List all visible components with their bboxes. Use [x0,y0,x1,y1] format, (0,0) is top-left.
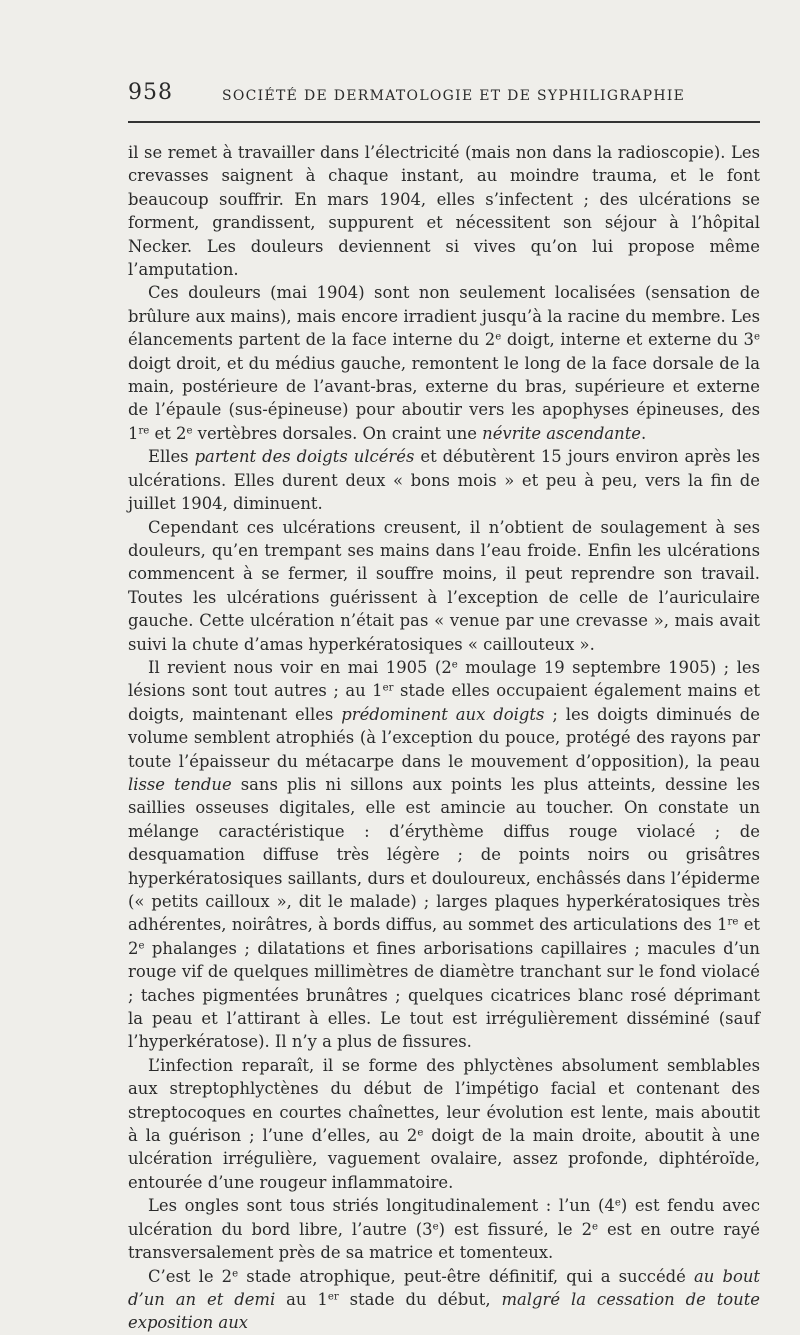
superscript: re [727,916,739,928]
text-run: ) est fendu avec ulcération du bord libre, l’autre (3 [128,1196,760,1239]
text-run: Ces douleurs (mai 1904) sont non seulement localisées (sensation de brûlure aux mains), mais encore irradient jusqu’à la racine du membre. Les élancements partent de la face interne du 2 [128,283,760,350]
superscript: e [614,1197,621,1209]
text-run: ; les doigts diminués de volume semblent atrophiés (à l’exception du pouce, protégé des rayons par toute l’épaisseur du métacarpe dans le mouvement d’opposition), la peau [128,704,760,771]
text-run: phalanges ; dilatations et fines arborisations capillaires ; macules d’un rouge vif de quelques millimètres de diamètre tranchant sur le fond violacé ; taches pigmentées brunâtres ; quelques cicatrices blanc rosé déprimant la peau et l’attirant à elles. Le tout est irrégulièrement disséminé (sauf l’hyperkératose). Il n’y a plus de fissures. [128,938,760,1052]
text-run: C’est le 2 [148,1266,233,1286]
text-run: doigt de la main droite, aboutit à une ulcération irrégulière, vaguement ovalaire, assez profonde, diphtéroïde, entourée d’une rougeur inflammatoire. [128,1126,760,1192]
superscript: e [451,659,458,671]
text-run: est en outre rayé transversalement près de sa matrice et tomenteux. [128,1219,760,1263]
italic-text: au bout d’un an et demi [128,1266,760,1309]
italic-text: prédominent aux doigts [341,704,545,724]
superscript: e [592,1221,599,1233]
text-run: Il revient nous voir en mai 1905 (2 [148,657,452,677]
paragraph [128,516,760,656]
text-run: doigt, interne et externe du 3 [501,330,754,350]
text-run: L’infection reparaît, il se forme des phlyctènes absolument semblables aux streptophlyctènes du début de l’impétigo facial et contenant des streptocoques en courtes chaînettes, leur évolution est lente, mais aboutit à la guérison ; l’une d’elles, au 2 [128,1055,760,1146]
text-run: stade du début, [338,1289,502,1309]
superscript: er [327,1291,339,1303]
page-header [128,80,758,114]
italic-text: partent des doigts ulcérés [194,447,415,467]
superscript: re [138,425,150,437]
text-run: . [641,423,647,443]
paragraph [128,1194,760,1264]
italic-text: malgré la cessation de toute exposition aux [128,1289,760,1333]
text-run: moulage 19 septembre 1905) ; les lésions sont tout autres ; au 1 [128,657,761,701]
text-run: doigt droit, et du médius gauche, remontent le long de la face dorsale de la main, postérieure de l’avant-bras, externe du bras, supérieure et externe de l’épaule (sus-épineuse) pour aboutir vers les apophyses épineuses, des 1 [128,353,760,443]
text-run: vertèbres dorsales. On craint une [192,423,483,443]
text-run: au 1 [275,1289,328,1309]
superscript: e [417,1127,424,1139]
paragraph [128,1054,760,1194]
italic-text: névrite ascendante [482,423,641,443]
header-rule [128,121,760,123]
superscript: er [382,682,394,694]
text-run: Les ongles sont tous striés longitudinalement : l’un (4 [148,1196,615,1216]
paragraph [128,281,760,445]
text-run: Elles [148,447,195,467]
superscript: e [138,940,145,952]
italic-text: lisse tendue [128,774,232,794]
text-run: et débutèrent 15 jours environ après les ulcérations. Elles durent deux « bons mois » et peu à peu, vers la fin de juillet 1904, diminuent. [128,447,761,514]
body-text [128,141,760,1335]
page-number: 958 [128,80,173,105]
text-run: ) est fissuré, le 2 [438,1219,592,1239]
text-run: stade elles occupaient également mains et doigts, maintenant elles [128,681,760,724]
paragraph [128,141,760,281]
running-title: SOCIÉTÉ DE DERMATOLOGIE ET DE SYPHILIGRAPHIE [222,88,686,104]
paragraph [128,656,760,1054]
text-run: et 2 [128,915,761,958]
text-run: Cependant ces ulcérations creusent, il n’obtient de soulagement à ses douleurs, qu’en trempant ses mains dans l’eau froide. Enfin les ulcérations commencent à se fermer, il souffre moins, il peut reprendre son travail. Toutes les ulcérations guérissent à l’exception de celle de l’auriculaire gauche. Cette ulcération n’était pas « venue par une crevasse », mais avait suivi la chute d’amas hyperkératosiques « caillouteux ». [128,517,760,654]
superscript: e [432,1221,439,1233]
paragraph [128,445,760,515]
superscript: e [232,1267,239,1279]
text-run: il se remet à travailler dans l’électricité (mais non dans la radioscopie). Les crevasses saignent à chaque instant, au moindre trauma, et le font beaucoup souffrir. En mars 1904, elles s’infectent ; des ulcérations se forment, grandissent, suppurent et nécessitent son séjour à l’hôpital Necker. Les douleurs deviennent si vives qu’on lui propose même l’amputation. [128,143,760,280]
superscript: e [753,331,760,343]
superscript: e [186,425,193,437]
text-run: et 2 [149,423,187,443]
text-run: stade atrophique, peut-être définitif, qui a succédé [238,1266,695,1286]
superscript: e [495,331,502,343]
paragraph [128,1265,760,1335]
text-run: sans plis ni sillons aux points les plus atteints, dessine les saillies osseuses digitales, elle est amincie au toucher. On constate un mélange caractéristique : d’érythème diffus rouge violacé ; de desquamation diffuse très légère ; de points noirs ou grisâtres hyperkératosiques saillants, durs et douloureux, enchâssés dans l’épiderme (« petits cailloux », dit le malade) ; larges plaques hyperkératosiques très adhérentes, noirâtres, à bords diffus, au sommet des articulations des 1 [128,774,760,935]
